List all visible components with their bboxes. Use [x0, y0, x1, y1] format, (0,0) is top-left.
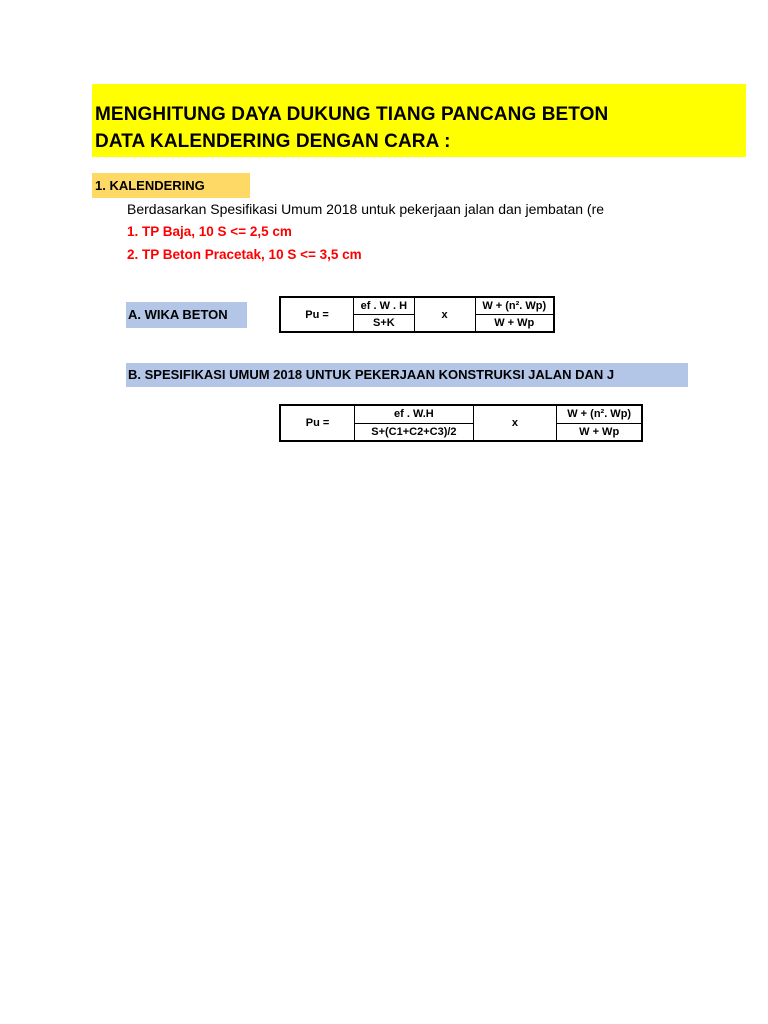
title-line-1: MENGHITUNG DAYA DUKUNG TIANG PANCANG BETON	[95, 104, 609, 125]
formula-denominator-1: S+K	[354, 314, 414, 332]
formula-lhs: Pu =	[305, 308, 329, 321]
formula-denominator-2: W + Wp	[494, 316, 535, 329]
formula-lhs: Pu =	[305, 417, 330, 429]
criteria-precast-concrete-pile: 2. TP Beton Pracetak, 10 S <= 3,5 cm	[127, 247, 362, 262]
title-area	[92, 84, 688, 157]
section-1-heading: 1. KALENDERING	[92, 173, 250, 198]
formula-denominator-2: W + Wp	[579, 425, 620, 438]
formula-numerator-1: ef . W . H	[354, 297, 414, 314]
formula-denominator-1: S+(C1+C2+C3)/2	[355, 423, 473, 441]
formula-numerator-2: W + (n². Wp)	[557, 405, 642, 423]
section-1-description: Berdasarkan Spesifikasi Umum 2018 untuk pekerjaan jalan dan jembatan (re	[127, 201, 605, 217]
title-line-2: DATA KALENDERING DENGAN CARA :	[95, 131, 451, 152]
formula-numerator-1: ef . W.H	[355, 405, 473, 423]
section-a-heading: A. WIKA BETON	[126, 302, 247, 328]
criteria-steel-pile: 1. TP Baja, 10 S <= 2,5 cm	[127, 224, 292, 239]
formula-operator: x	[473, 405, 557, 441]
formula-operator: x	[414, 297, 475, 332]
section-b-heading: B. SPESIFIKASI UMUM 2018 UNTUK PEKERJAAN KONSTRUKSI JALAN DAN J	[126, 363, 688, 387]
formula-spesifikasi-umum	[279, 404, 643, 442]
formula-numerator-2: W + (n². Wp)	[475, 297, 554, 314]
formula-wika-beton	[279, 296, 555, 333]
